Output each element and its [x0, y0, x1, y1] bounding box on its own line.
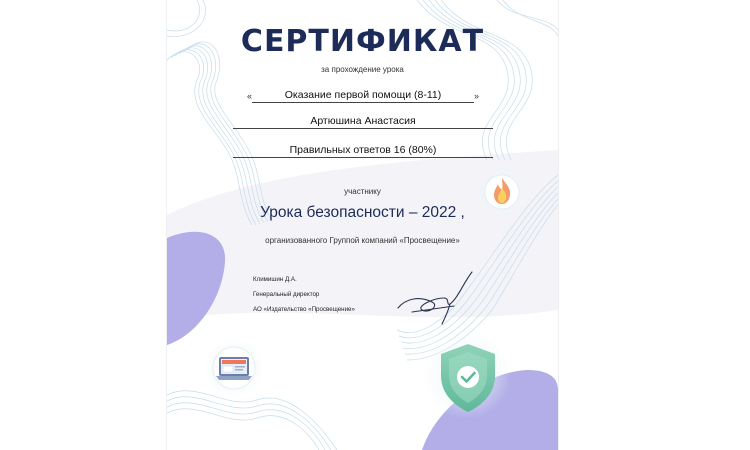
fire-icon: [483, 172, 521, 212]
certificate-title: СЕРТИФИКАТ: [240, 24, 485, 59]
certificate-subtitle: за прохождение урока: [321, 65, 404, 74]
lesson-name: Оказание первой помощи (8-11): [252, 89, 474, 103]
shield-check-icon: [429, 338, 507, 418]
signer-name: Климишин Д.А.: [253, 276, 297, 283]
certificate-page: [167, 0, 558, 450]
quote-open: «: [247, 91, 253, 101]
to-participant: участнику: [344, 187, 381, 196]
laptop-icon: [211, 346, 257, 390]
signer-company: АО «Издательство «Просвещение»: [253, 306, 355, 313]
signature-image: [392, 268, 482, 326]
organizer-line: организованного Группой компаний «Просвещение»: [265, 236, 460, 245]
event-name: Урока безопасности – 2022 ,: [260, 204, 465, 221]
score-line: Правильных ответов 16 (80%): [233, 144, 493, 158]
participant-name: Артюшина Анастасия: [233, 115, 493, 129]
quote-close: »: [474, 91, 480, 101]
signer-position: Генеральный директор: [253, 291, 320, 298]
